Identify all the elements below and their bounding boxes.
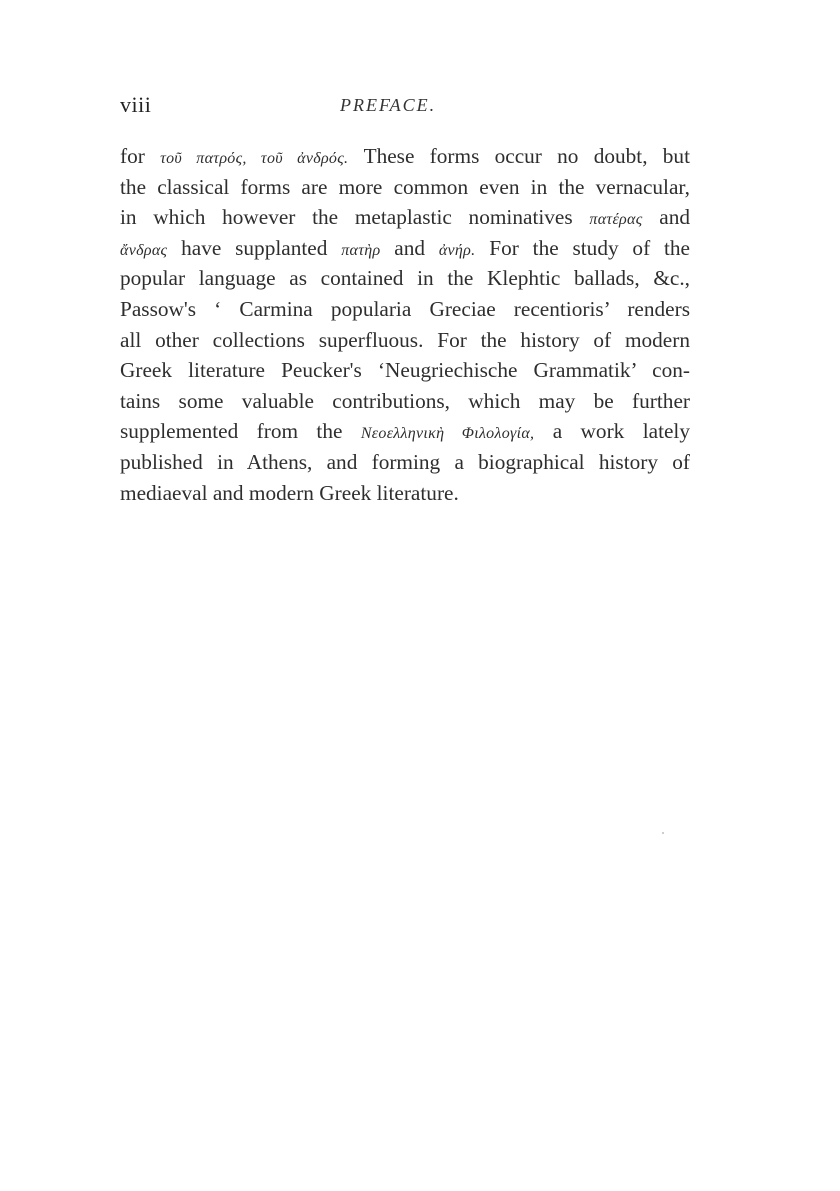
running-title: PREFACE.: [340, 95, 437, 115]
page-header: [120, 92, 690, 120]
greek-text: Νεοελληνικὴ Φιλολογία,: [360, 425, 535, 443]
text-line: [120, 416, 690, 447]
text-segment: a work lately: [534, 419, 690, 444]
text-segment: supplemented from the: [120, 419, 361, 444]
text-segment: have supplanted: [167, 235, 342, 260]
text-line: [120, 202, 690, 233]
text-segment: mediaeval and modern Greek literature.: [120, 480, 459, 505]
greek-text: πατέρας: [589, 211, 643, 229]
greek-text: ἄνδρας: [120, 241, 168, 259]
text-line: [120, 447, 690, 478]
greek-text: τοῦ πατρός, τοῦ ἀνδρός.: [160, 150, 349, 167]
text-segment: in which however the metaplastic nominatives: [120, 205, 590, 230]
text-segment: For the study of the: [475, 235, 690, 260]
greek-text: πατὴρ: [341, 241, 381, 259]
text-line: [120, 386, 690, 417]
text-segment: These forms occur no doubt, but: [348, 144, 690, 168]
text-segment: published in Athens, and forming a biographical history of: [120, 449, 690, 474]
text-segment: Passow's ‘ Carmina popularia Greciae recentioris’ renders: [120, 296, 690, 321]
text-segment: and: [380, 235, 439, 260]
text-line: [120, 325, 690, 356]
text-segment: all other collections superfluous. For the history of modern: [120, 327, 690, 352]
paper-speck: [662, 832, 664, 834]
text-segment: tains some valuable contributions, which may be further: [120, 388, 690, 413]
text-line: [120, 294, 690, 325]
text-line: [120, 263, 690, 294]
text-line: [120, 141, 690, 172]
text-line: [120, 172, 690, 203]
text-segment: and: [642, 205, 691, 230]
text-line: [120, 478, 690, 509]
text-segment: for: [120, 144, 161, 168]
page-number: viii: [120, 92, 152, 117]
text-line: [120, 355, 690, 386]
text-segment: Greek literature Peucker's ‘Neugriechische Grammatik’ con-: [120, 358, 690, 383]
preface-paragraph: [120, 141, 690, 508]
text-segment: popular language as contained in the Klephtic ballads, &c.,: [120, 266, 690, 291]
text-segment: the classical forms are more common even in the vernacular,: [120, 174, 690, 199]
text-line: [120, 233, 690, 264]
greek-text: ἀνήρ.: [438, 241, 476, 259]
